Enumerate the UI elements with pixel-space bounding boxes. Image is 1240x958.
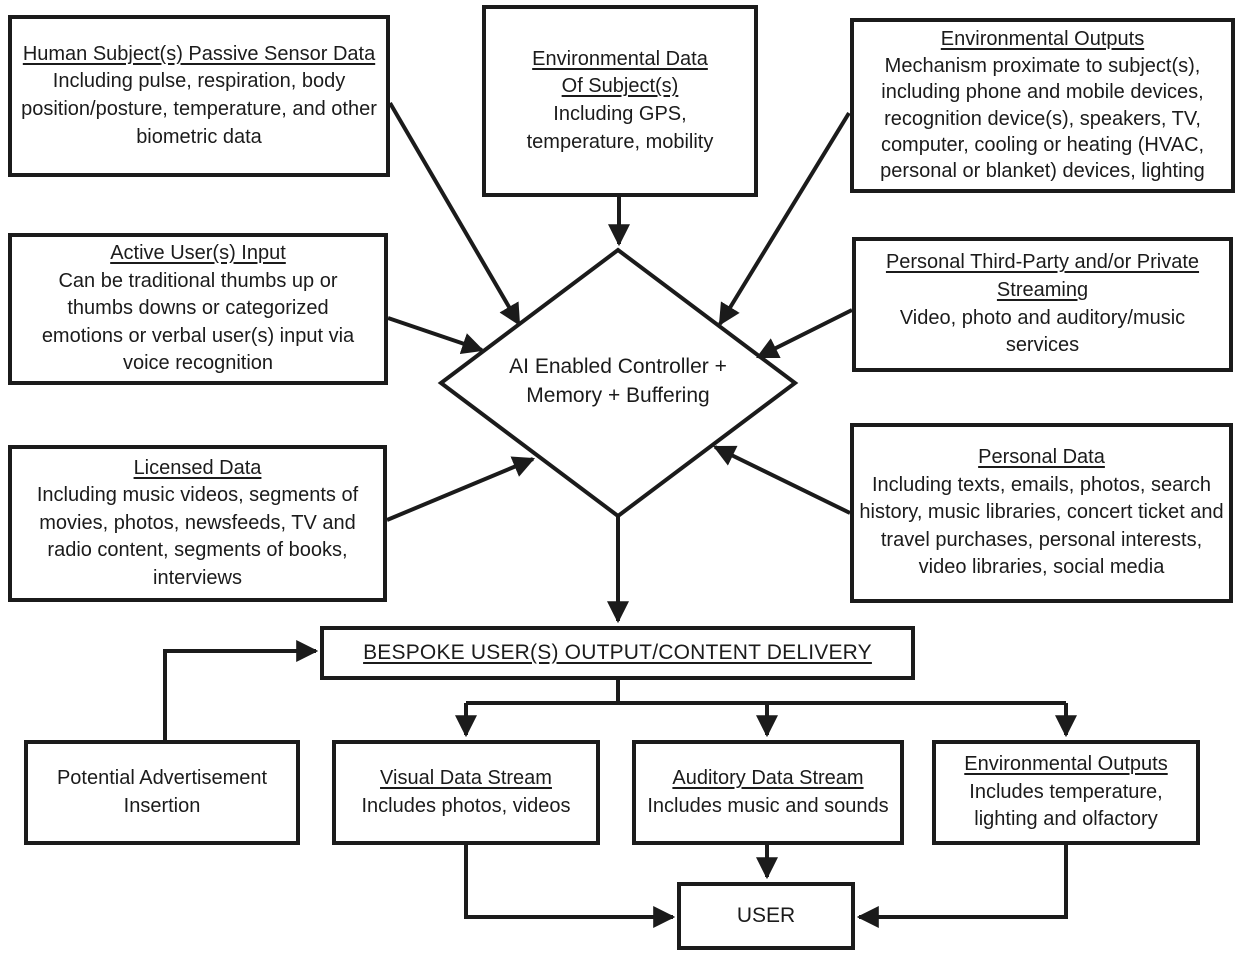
node-user <box>677 882 855 950</box>
arrow-personal-data-to-controller <box>715 447 850 513</box>
node-title: Environmental Outputs <box>940 28 1145 51</box>
node-body: Including music videos, segments of movies, photos, newsfeeds, TV and radio content, segments of books, interviews <box>36 484 359 589</box>
arrow-streaming-to-controller <box>758 310 852 357</box>
node-title: Personal Data <box>978 446 1105 469</box>
node-body: Including texts, emails, photos, search history, music libraries, concert ticket and travel purchases, personal interests, video libraries, social media <box>859 473 1224 579</box>
node-environmental-outputs-input <box>850 18 1235 193</box>
node-active-user-input <box>8 233 388 385</box>
node-licensed-data <box>8 445 387 602</box>
node-body: Can be traditional thumbs up or thumbs downs or categorized emotions or verbal user(s) input via voice recognition <box>41 269 355 375</box>
node-body: USER <box>736 903 796 927</box>
node-environmental-outputs-delivery <box>932 740 1200 845</box>
ai-controller-label: AI Enabled Controller + Memory + Buffering <box>509 355 727 408</box>
node-advertisement-insertion <box>24 740 300 845</box>
node-body: Includes temperature, lighting and olfactory <box>969 780 1163 831</box>
node-third-party-streaming <box>852 237 1233 372</box>
node-human-passive-sensor-data <box>8 15 390 177</box>
arrow-licensed-data-to-controller <box>387 459 533 520</box>
node-environmental-data-of-subjects <box>482 5 758 197</box>
node-title: BESPOKE USER(S) OUTPUT/CONTENT DELIVERY <box>363 640 872 664</box>
node-title: Auditory Data Stream <box>672 766 864 789</box>
node-body: Including pulse, respiration, body position/posture, temperature, and other biometric data <box>21 70 377 148</box>
node-title: Visual Data Stream <box>380 766 552 789</box>
node-body: Video, photo and auditory/music services <box>899 306 1186 357</box>
node-auditory-data-stream <box>632 740 904 845</box>
node-body: Potential Advertisement Insertion <box>56 766 268 817</box>
arrow-env-outputs-to-user <box>859 845 1066 917</box>
arrow-active-input-to-controller <box>388 318 482 350</box>
node-title: Environmental Outputs <box>964 753 1168 776</box>
node-body: Includes music and sounds <box>647 794 889 817</box>
arrow-visual-to-user <box>466 845 673 917</box>
node-title: Human Subject(s) Passive Sensor Data <box>22 42 376 65</box>
node-title: Licensed Data <box>133 456 262 479</box>
node-body: Including GPS, temperature, mobility <box>526 103 714 153</box>
node-title: Environmental Data Of Subject(s) <box>532 47 708 98</box>
node-bespoke-delivery <box>320 626 915 680</box>
node-personal-data <box>850 423 1233 603</box>
node-visual-data-stream <box>332 740 600 845</box>
node-title: Personal Third-Party and/or Private Streaming <box>885 251 1200 301</box>
node-title: Active User(s) Input <box>110 242 286 265</box>
arrow-ad-insertion-to-bespoke <box>165 651 316 740</box>
node-body: Mechanism proximate to subject(s), including phone and mobile devices, recognition device(s), speakers, TV, computer, cooling or heating (HVAC, personal or blanket) devices, lighting <box>880 54 1205 183</box>
node-body: Includes photos, videos <box>361 794 571 817</box>
